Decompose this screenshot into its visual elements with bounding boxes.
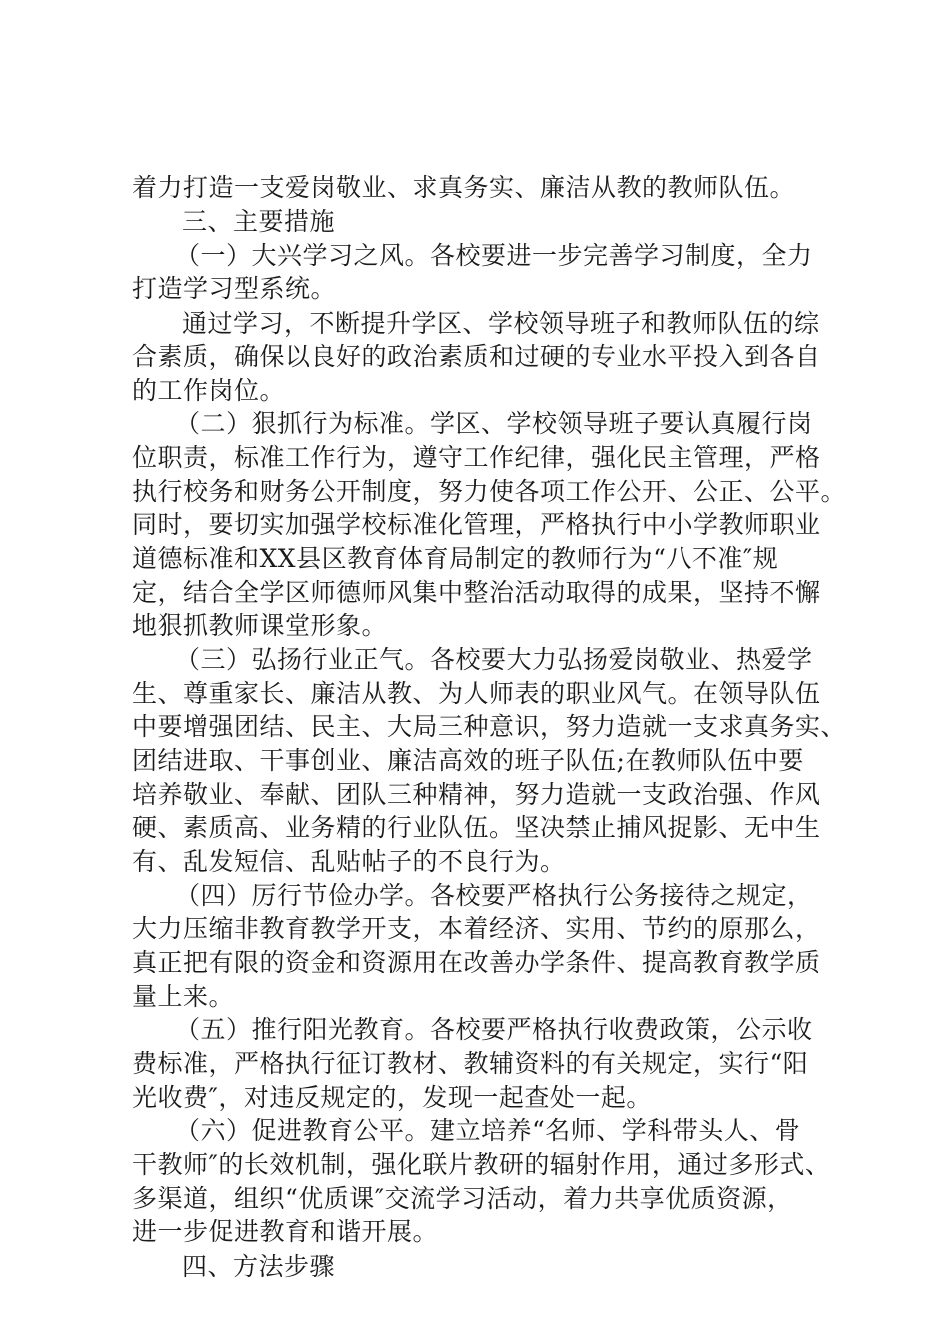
text-line: 干教师″的长效机制，强化联片教研的辐射作用，通过多形式、	[132, 1150, 831, 1179]
text-line: 进一步促进教育和谐开展。	[132, 1217, 439, 1246]
text-line: 定，结合全学区师德师风集中整治活动取得的成果，坚持不懈	[132, 578, 821, 607]
text-line: 中要增强团结、民主、大局三种意识，努力造就一支求真务实、	[132, 712, 847, 741]
text-line: 执行校务和财务公开制度，努力使各项工作公开、公正、公平。	[132, 477, 847, 506]
text-line: 硬、素质高、业务精的行业队伍。坚决禁止捕风捉影、无中生	[132, 813, 821, 842]
text-line: 光收费″，对违反规定的，发现一起查处一起。	[132, 1083, 652, 1112]
subsection-heading: （五）推行阳光教育。各校要严格执行收费政策，公示收	[175, 1015, 813, 1044]
text-line: 大力压缩非教育教学开支，本着经济、实用、节约的原那么，	[132, 914, 821, 943]
subsection-heading: （二）狠抓行为标准。学区、学校领导班子要认真履行岗	[175, 409, 813, 438]
subsection-heading: （六）促进教育公平。建立培养“名师、学科带头人、骨	[175, 1116, 801, 1145]
text-line: 费标准，严格执行征订教材、教辅资料的有关规定，实行“阳	[132, 1049, 809, 1078]
subsection-heading: （三）弘扬行业正气。各校要大力弘扬爱岗敬业、热爱学	[175, 645, 813, 674]
text-line: 地狠抓教师课堂形象。	[132, 611, 388, 640]
text-line: 多渠道，组织“优质课″交流学习活动，着力共享优质资源，	[132, 1184, 793, 1213]
subsection-heading: （四）厉行节俭办学。各校要严格执行公务接待之规定，	[175, 881, 813, 910]
text-line: 位职责，标准工作行为，遵守工作纪律，强化民主管理，严格	[132, 443, 821, 472]
text-line: 有、乱发短信、乱贴帖子的不良行为。	[132, 847, 566, 876]
text-line: 量上来。	[132, 982, 235, 1011]
text-line: 打造学习型系统。	[132, 274, 337, 303]
section-heading: 四、方法步骤	[182, 1252, 336, 1281]
text-line: 的工作岗位。	[132, 376, 286, 405]
text-line: 着力打造一支爱岗敬业、求真务实、廉洁从教的教师队伍。	[132, 173, 796, 202]
text-line: 同时，要切实加强学校标准化管理，严格执行中小学教师职业	[132, 510, 821, 539]
text-line: 合素质，确保以良好的政治素质和过硬的专业水平投入到各自	[132, 342, 821, 371]
text-line: 真正把有限的资金和资源用在改善办学条件、提高教育教学质	[132, 948, 821, 977]
text-line: 通过学习，不断提升学区、学校领导班子和教师队伍的综	[182, 309, 820, 338]
section-heading: 三、主要措施	[182, 207, 336, 236]
text-line: 培养敬业、奉献、团队三种精神，努力造就一支政治强、作风	[132, 780, 821, 809]
text-line: 团结进取、干事创业、廉洁高效的班子队伍;在教师队伍中要	[132, 746, 804, 775]
text-line: 生、尊重家长、廉洁从教、为人师表的职业风气。在领导队伍	[132, 679, 821, 708]
subsection-heading: （一）大兴学习之风。各校要进一步完善学习制度，全力	[175, 241, 813, 270]
text-line: 道德标准和XX县区教育体育局制定的教师行为“八不准″规	[132, 544, 779, 573]
